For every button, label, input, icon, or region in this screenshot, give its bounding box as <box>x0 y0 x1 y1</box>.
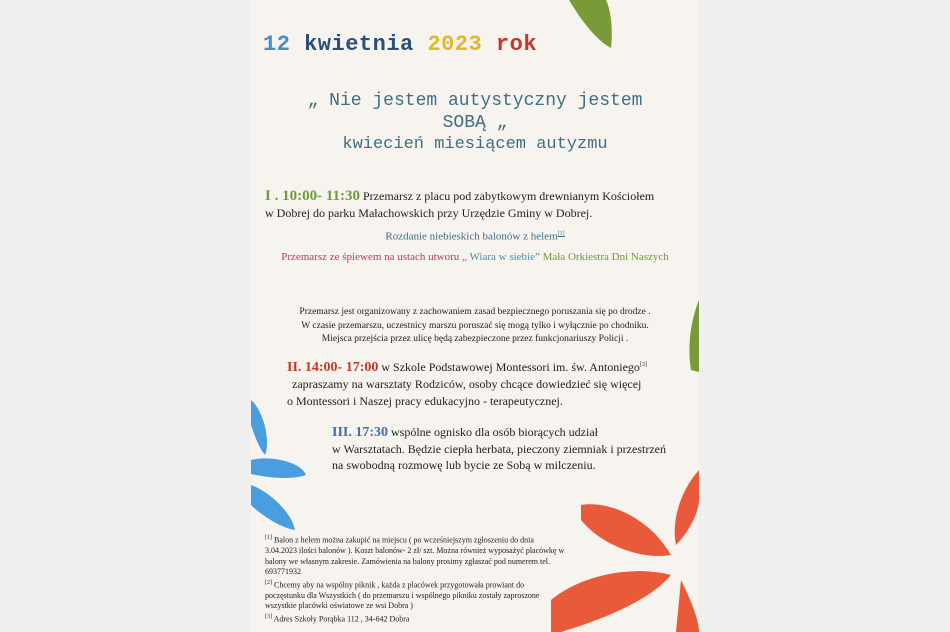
part-1 <box>265 188 685 266</box>
part-2 <box>287 357 687 410</box>
date-suffix: rok <box>495 32 538 57</box>
subtitle: kwiecień miesiącem autyzmu <box>342 135 608 154</box>
blue-flower <box>251 400 306 530</box>
footnote-text: Balon z helem można zakupić na miejscu ( po wcześniejszym zgłoszeniu do dnia 3.04.2023 ilości balonów ). Koszt balonów- 2 zł/ szt. Można również wyposażyć placówkę w balony we własnym zakresie. Zamówienia na balony prosimy zgłaszać pod numerem tel. 693771932 <box>265 535 565 577</box>
footnote-3 <box>265 612 565 625</box>
part-2-text-2: zapraszamy na warsztaty Rodziców, osoby chcące dowiedzieć się więcej <box>292 377 642 391</box>
part-1-text-2: w Dobrej do parku Małachowskich przy Urzędzie Gminy w Dobrej. <box>265 206 593 220</box>
safety-line: Przemarsz jest organizowany z zachowaniem zasad bezpiecznego poruszania się po drodze . <box>299 307 651 317</box>
footnote-ref-3[interactable]: [3] <box>639 362 647 368</box>
footnotes <box>265 533 565 625</box>
footnote-text: Adres Szkoły Porąbka 112 , 34-642 Dobra <box>273 614 410 624</box>
part-1-text: Przemarsz z placu pod zabytkowym drewnianym Kościołem <box>363 189 655 203</box>
part-3-text-3: na swobodną rozmowę lub bycie ze Sobą w milczeniu. <box>332 458 596 472</box>
part-3 <box>332 424 697 473</box>
date-year: 2023 <box>427 32 483 57</box>
footnote-marker: [3] <box>265 613 272 620</box>
part-2-time: II. 14:00- 17:00 <box>287 360 379 375</box>
footnote-1 <box>265 533 565 578</box>
date-day: 12 <box>263 32 291 57</box>
footnote-ref-1[interactable]: [1] <box>557 231 565 237</box>
band-name: Mała Orkiestra Dni Naszych <box>542 250 669 263</box>
part-3-text: wspólne ognisko dla osób biorących udział <box>391 425 598 439</box>
part-3-text-2: w Warsztatach. Będzie ciepła herbata, pieczony ziemniak i przestrzeń <box>332 442 666 456</box>
part-3-time: III. 17:30 <box>332 425 389 440</box>
part-2-text-3: o Montessori i Naszej pracy edukacyjno - terapeutycznej. <box>287 394 563 408</box>
quote-title <box>251 90 699 134</box>
balloons-text: Rozdanie niebieskich balonów z helem <box>385 230 558 243</box>
part-1-time: I . 10:00- 11:30 <box>265 188 360 204</box>
green-leaf-top <box>569 0 612 48</box>
event-poster <box>251 0 699 632</box>
date-month: kwietnia <box>304 32 414 57</box>
event-date <box>263 32 537 57</box>
safety-line: W czasie przemarszu, uczestnicy marszu poruszać się mogą tylko i wyłącznie po chodniku. <box>301 320 649 331</box>
footnote-2 <box>265 578 565 612</box>
quote-line-2: SOBĄ „ <box>442 113 508 133</box>
footnote-text: Chcemy aby na wspólny piknik , każda z placówek przygotowała prowiant do poczęstunku dla Wszystkich ( do przemarszu i wspólnego pikniku zostały zaproszone wszystkie placówki oświatowe ze wsi Dobra ) <box>265 580 540 611</box>
song-title: „ Wiara w siebie” <box>462 250 540 263</box>
footnote-marker: [1] <box>265 535 272 541</box>
march-text: Przemarsz ze śpiewem na ustach utworu <box>281 250 460 263</box>
safety-notice <box>251 306 699 347</box>
footnote-marker: [2] <box>265 579 272 586</box>
quote-line-1: „ Nie jestem autystyczny jestem <box>307 91 643 111</box>
safety-line: Miejsca przejścia przez ulicę będą zabezpieczone przez funkcjonariuszy Policji . <box>321 334 629 344</box>
red-flower <box>551 470 699 632</box>
part-2-text: w Szkole Podstawowej Montessori im. św. Antoniego <box>381 360 640 374</box>
